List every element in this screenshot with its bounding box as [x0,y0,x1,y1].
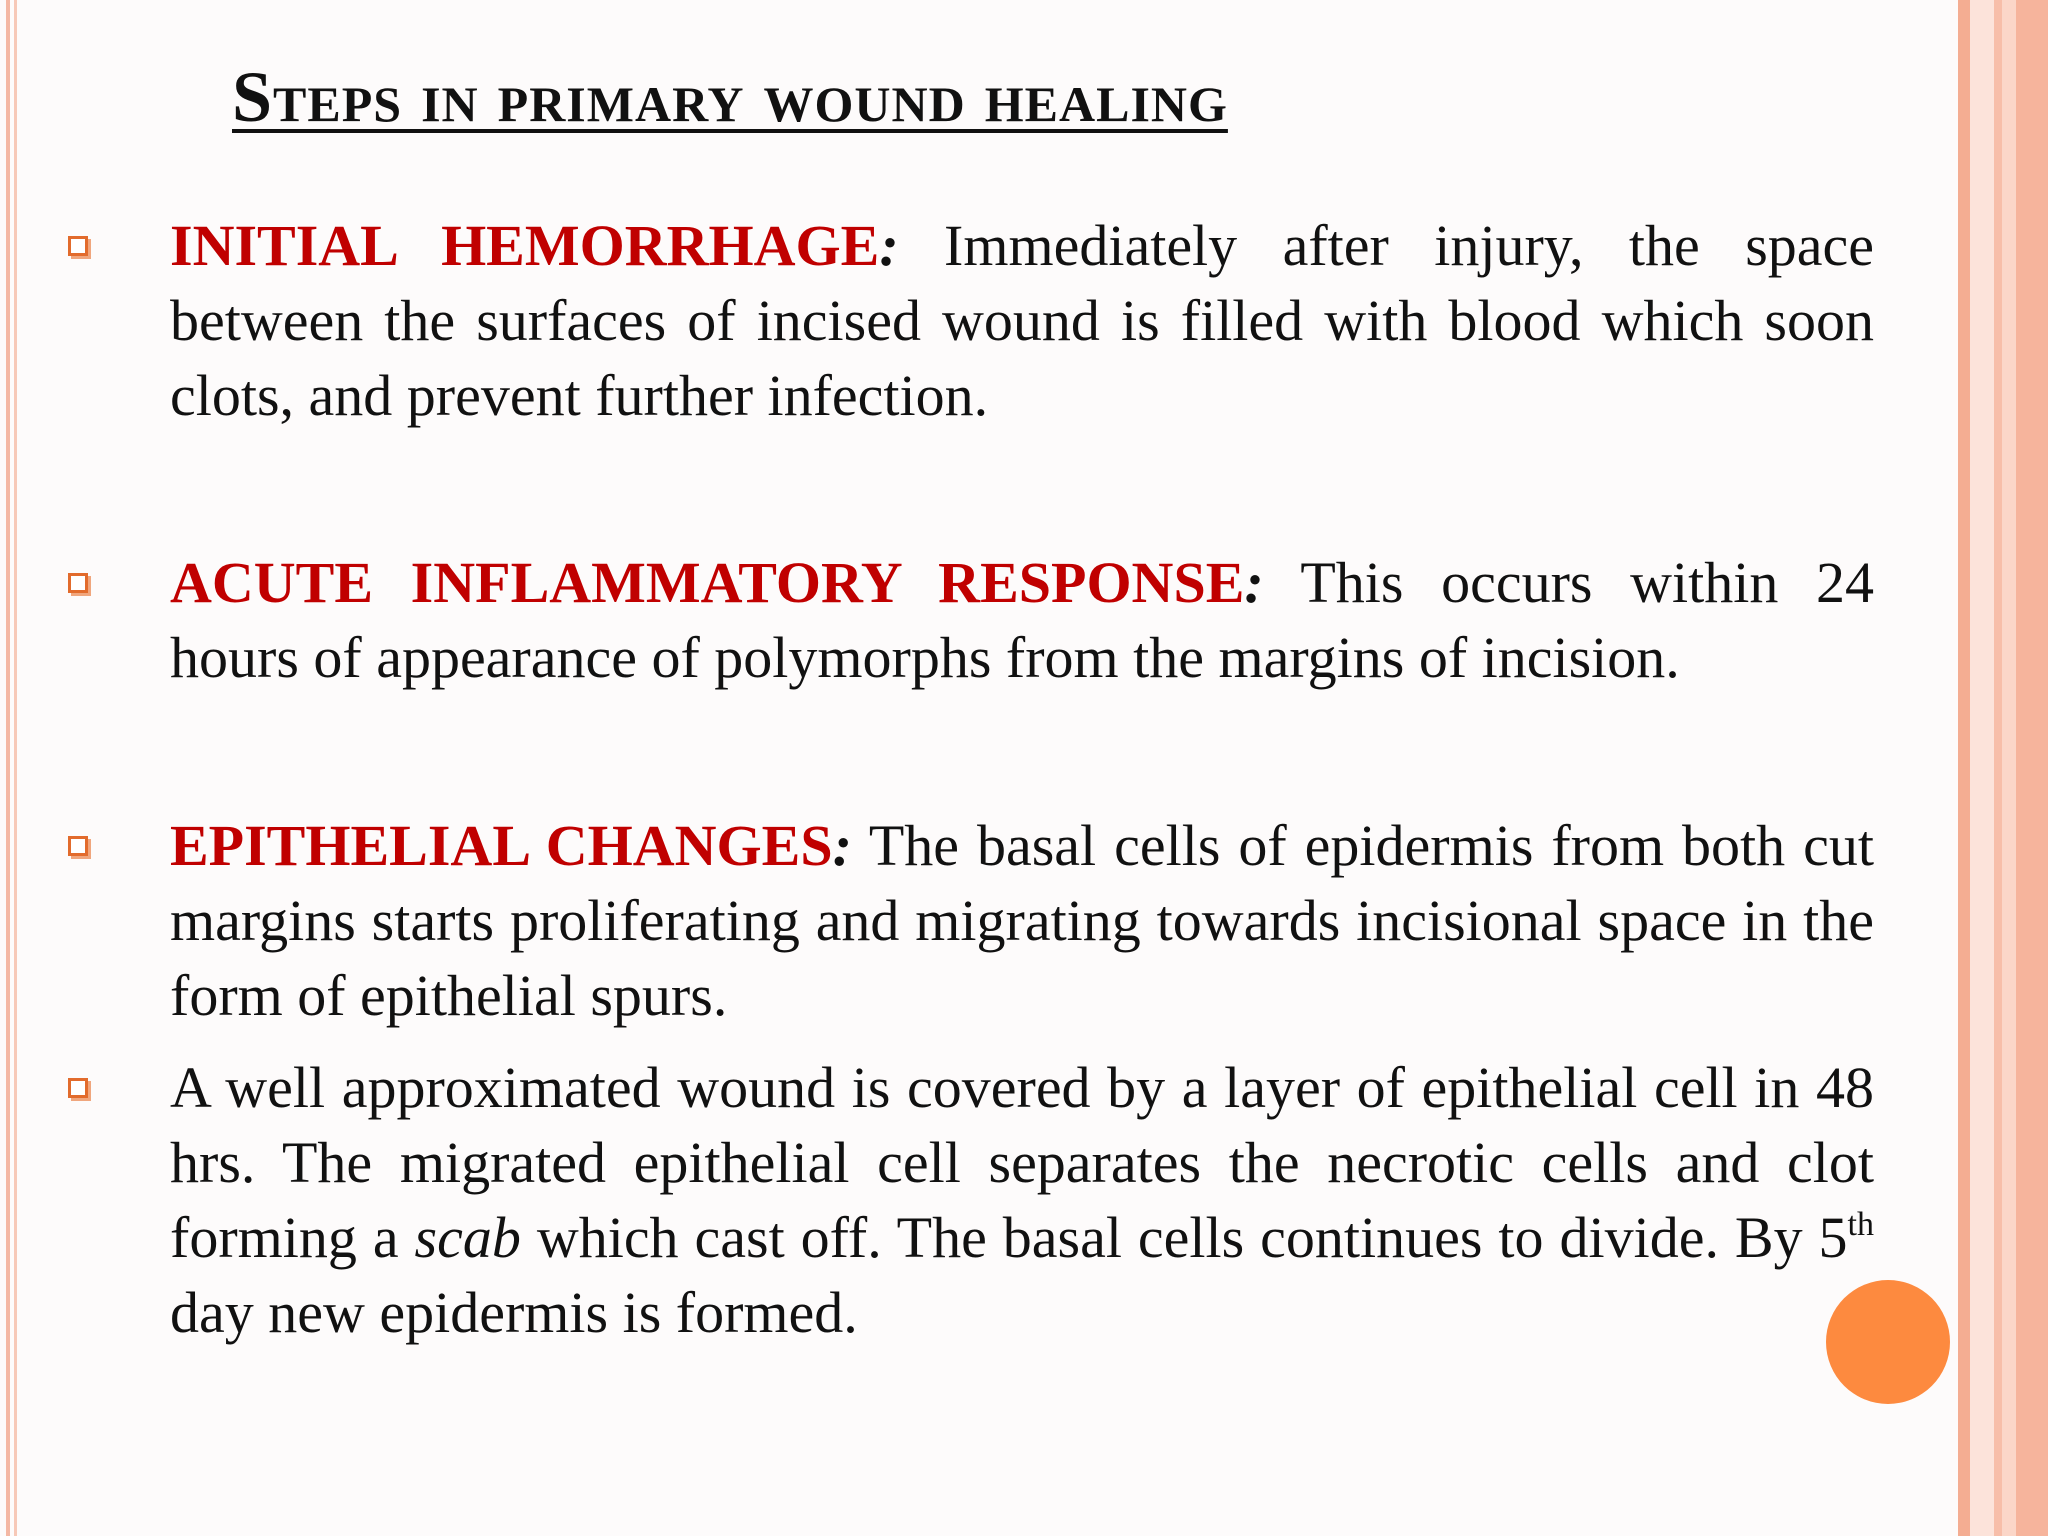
right-decorative-band [2016,0,2048,1536]
bullet-item-epithelial-changes [170,808,1874,1033]
right-decorative-band [1994,0,2002,1536]
bullet-text: Immediately after injury, the space between the surfaces of incised wound is filled with blood which soon clots, and prevent further infection. [170,213,1875,428]
square-bullet-icon [68,573,88,593]
heading-colon: : [879,213,899,278]
right-decorative-band [1970,0,1994,1536]
left-border-line-inner [14,0,17,1536]
bullet-text-italic: scab [414,1205,521,1270]
bullet-item-initial-hemorrhage [170,208,1874,433]
left-border-line [6,0,10,1536]
bullet-text: A well approximated wound is covered by a layer of epithelial cell in 48 hrs. The migrated epithelial cell separates the necrotic cells and clot forming a [170,1055,1874,1270]
right-decorative-band [2002,0,2016,1536]
bullet-item-epithelial-covering [170,1050,1874,1350]
heading-colon: : [1244,550,1264,615]
bullet-heading: ACUTE INFLAMMATORY RESPONSE [170,550,1245,615]
square-bullet-icon [68,1078,88,1098]
bullet-text: The basal cells of epidermis from both cut margins starts proliferating and migrating towards incisional space in the form of epithelial spurs. [170,813,1874,1028]
bullet-text: day new epidermis is formed. [170,1280,858,1345]
bullet-item-acute-inflammatory-response [170,545,1874,695]
square-bullet-icon [68,236,88,256]
bullet-text: which cast off. The basal cells continues to divide. By 5 [520,1205,1848,1270]
bullet-heading: INITIAL HEMORRHAGE [170,213,880,278]
bullet-heading: EPITHELIAL CHANGES [170,813,833,878]
right-decorative-band [1958,0,1970,1536]
square-bullet-icon [68,836,88,856]
slide-title: Steps in primary wound healing [232,57,1228,137]
heading-colon: : [832,813,852,878]
bullet-text: This occurs within 24 hours of appearance of polymorphs from the margins of incision. [170,550,1874,690]
ordinal-superscript: th [1847,1206,1874,1243]
